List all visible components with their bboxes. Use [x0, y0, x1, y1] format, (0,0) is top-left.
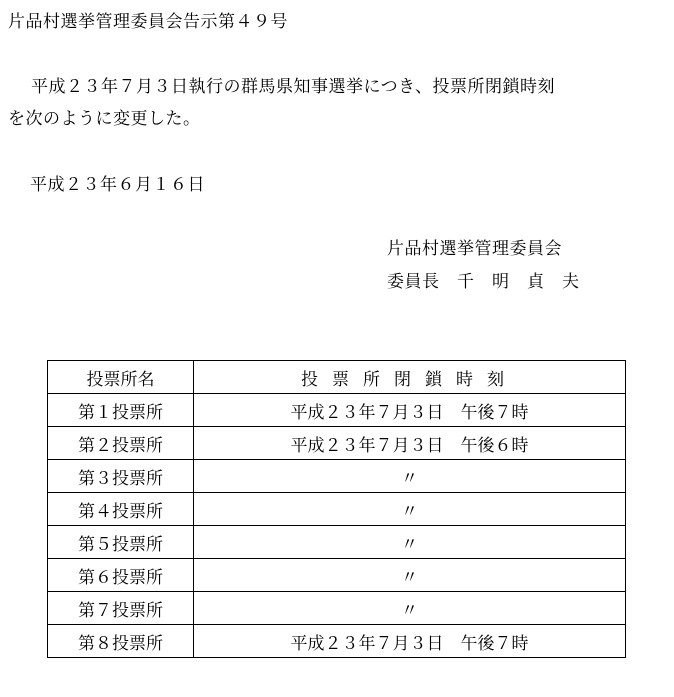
- table-row: [48, 559, 626, 592]
- polling-station-closing-table: [47, 360, 626, 658]
- signer-name: 委員長 千 明 貞 夫: [387, 272, 580, 292]
- station-name-cell: 第６投票所: [48, 559, 194, 592]
- station-name-cell: 第８投票所: [48, 625, 194, 658]
- table-row: [48, 460, 626, 493]
- notice-body-line-1: 平成２３年７月３日執行の群馬県知事選挙につき、投票所閉鎖時刻: [31, 77, 555, 97]
- closing-time-cell: 〃: [194, 592, 626, 625]
- station-name-cell: 第３投票所: [48, 460, 194, 493]
- closing-time-cell: 平成２３年７月３日 午後７時: [194, 625, 626, 658]
- station-name-cell: 第５投票所: [48, 526, 194, 559]
- closing-time-cell: 〃: [194, 559, 626, 592]
- notice-body-line-2: を次のように変更した。: [8, 109, 201, 129]
- table-row: [48, 493, 626, 526]
- table-row: [48, 427, 626, 460]
- table-row: [48, 625, 626, 658]
- closing-time-cell: 平成２３年７月３日 午後７時: [194, 394, 626, 427]
- station-name-cell: 第１投票所: [48, 394, 194, 427]
- table-row: [48, 394, 626, 427]
- notice-date: 平成２３年６月１６日: [30, 175, 205, 195]
- station-name-cell: 第２投票所: [48, 427, 194, 460]
- station-name-cell: 第７投票所: [48, 592, 194, 625]
- header-station-name: 投票所名: [48, 361, 194, 394]
- notice-title: 片品村選挙管理委員会告示第４９号: [8, 12, 288, 32]
- table-row: [48, 592, 626, 625]
- station-name-cell: 第４投票所: [48, 493, 194, 526]
- table-row: [48, 526, 626, 559]
- table-header-row: [48, 361, 626, 394]
- signer-organization: 片品村選挙管理委員会: [387, 239, 562, 259]
- header-closing-time: 投票所閉鎖時刻: [194, 361, 626, 394]
- closing-time-cell: 〃: [194, 493, 626, 526]
- closing-time-cell: 平成２３年７月３日 午後６時: [194, 427, 626, 460]
- closing-time-cell: 〃: [194, 460, 626, 493]
- closing-time-cell: 〃: [194, 526, 626, 559]
